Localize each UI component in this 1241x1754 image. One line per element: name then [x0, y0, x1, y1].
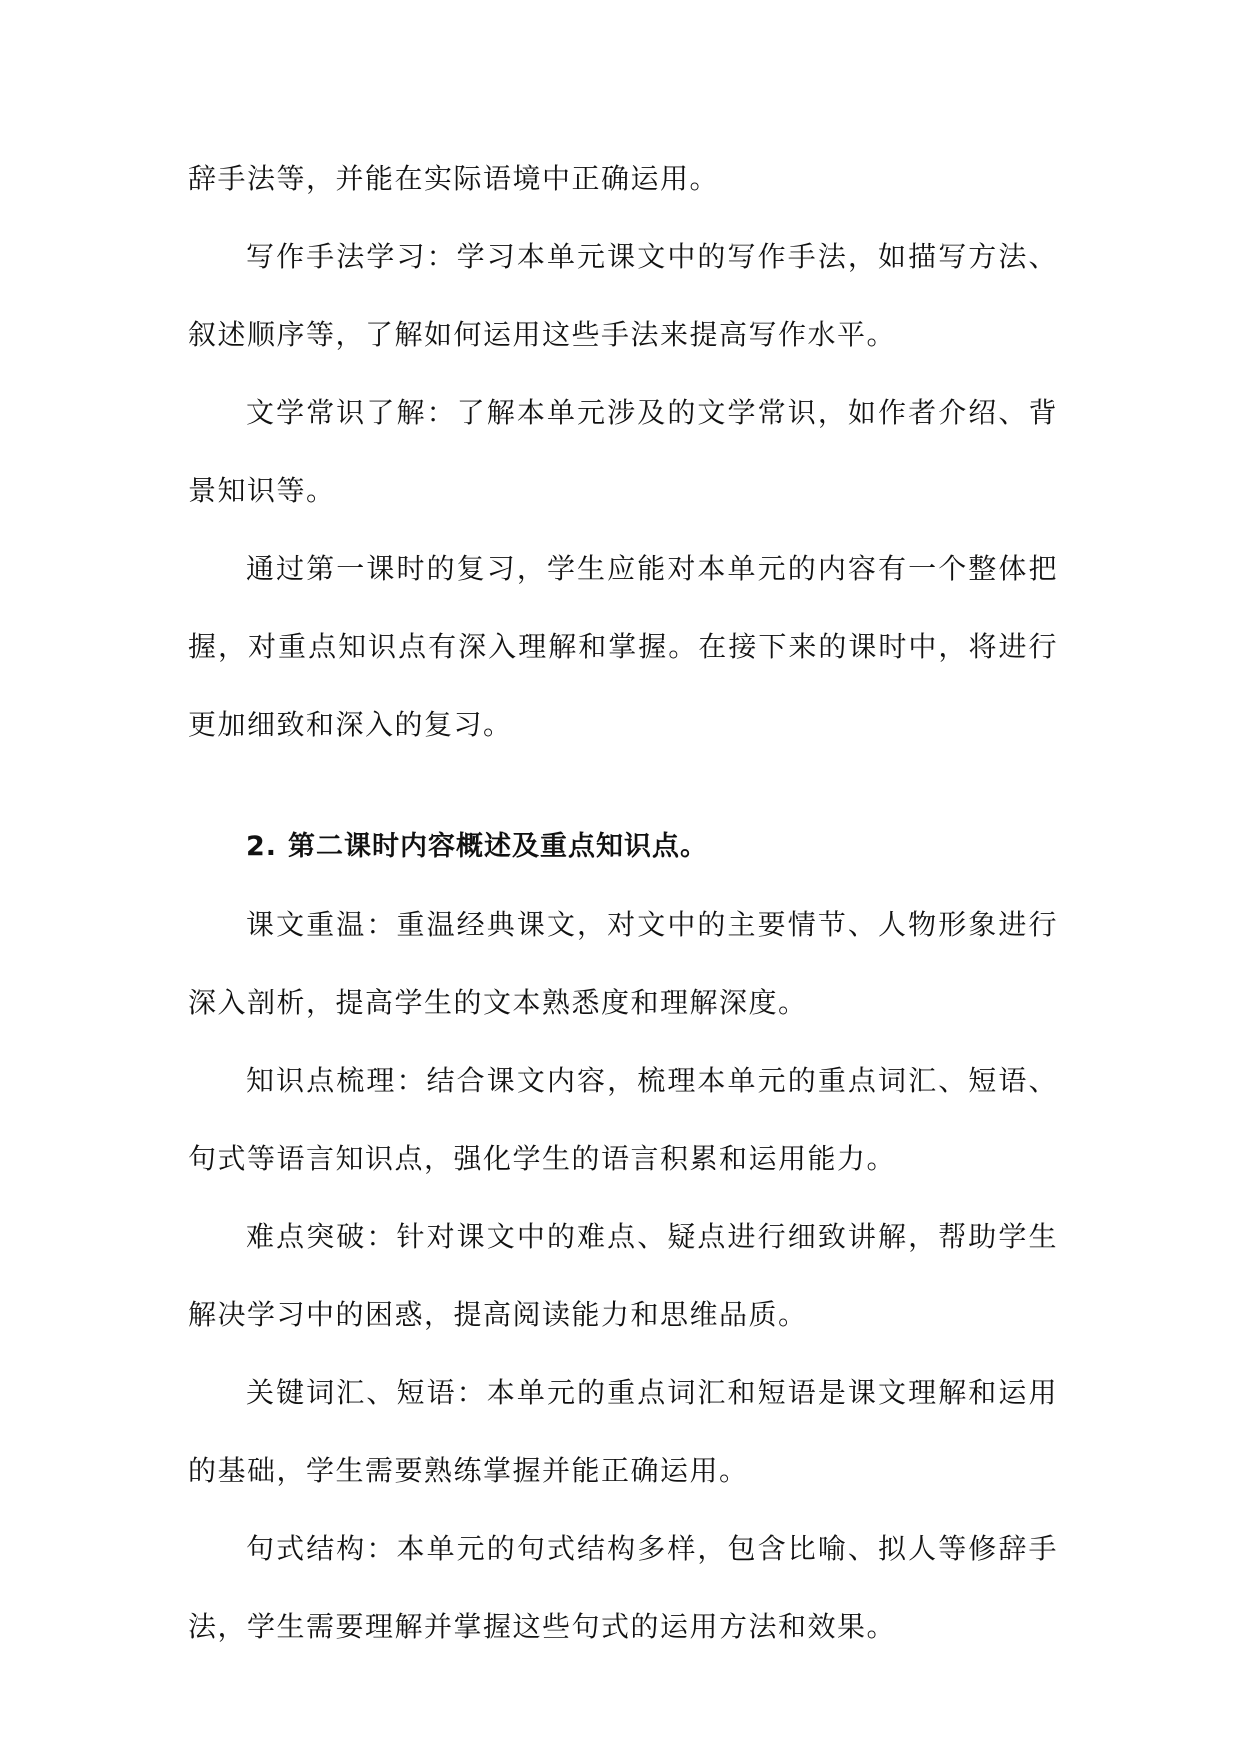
section-number: 2.	[246, 831, 278, 862]
paragraph-literary-knowledge: 文学常识了解：了解本单元涉及的文学常识，如作者介绍、背景知识等。	[188, 396, 1058, 507]
paragraph-knowledge-points: 知识点梳理：结合课文内容，梳理本单元的重点词汇、短语、句式等语言知识点，强化学生的语言积累和运用能力。	[188, 1064, 1058, 1175]
paragraph-sentence-structure: 句式结构：本单元的句式结构多样，包含比喻、拟人等修辞手法，学生需要理解并掌握这些句式的运用方法和效果。	[188, 1532, 1058, 1643]
section-heading-lesson2	[188, 764, 1058, 886]
document-body	[188, 140, 1058, 1666]
section-title: 第二课时内容概述及重点知识点。	[288, 831, 708, 862]
paragraph-text-review: 课文重温：重温经典课文，对文中的主要情节、人物形象进行深入剖析，提高学生的文本熟悉度和理解深度。	[188, 908, 1058, 1019]
paragraph-lesson1-summary: 通过第一课时的复习，学生应能对本单元的内容有一个整体把握，对重点知识点有深入理解和掌握。在接下来的课时中，将进行更加细致和深入的复习。	[188, 552, 1058, 741]
paragraph-difficulty-breakthrough: 难点突破：针对课文中的难点、疑点进行细致讲解，帮助学生解决学习中的困惑，提高阅读能力和思维品质。	[188, 1220, 1058, 1331]
paragraph-key-vocabulary: 关键词汇、短语：本单元的重点词汇和短语是课文理解和运用的基础，学生需要熟练掌握并能正确运用。	[188, 1376, 1058, 1487]
paragraph-continuation: 辞手法等，并能在实际语境中正确运用。	[188, 162, 720, 195]
paragraph-writing-techniques: 写作手法学习：学习本单元课文中的写作手法，如描写方法、叙述顺序等，了解如何运用这些手法来提高写作水平。	[188, 240, 1058, 351]
